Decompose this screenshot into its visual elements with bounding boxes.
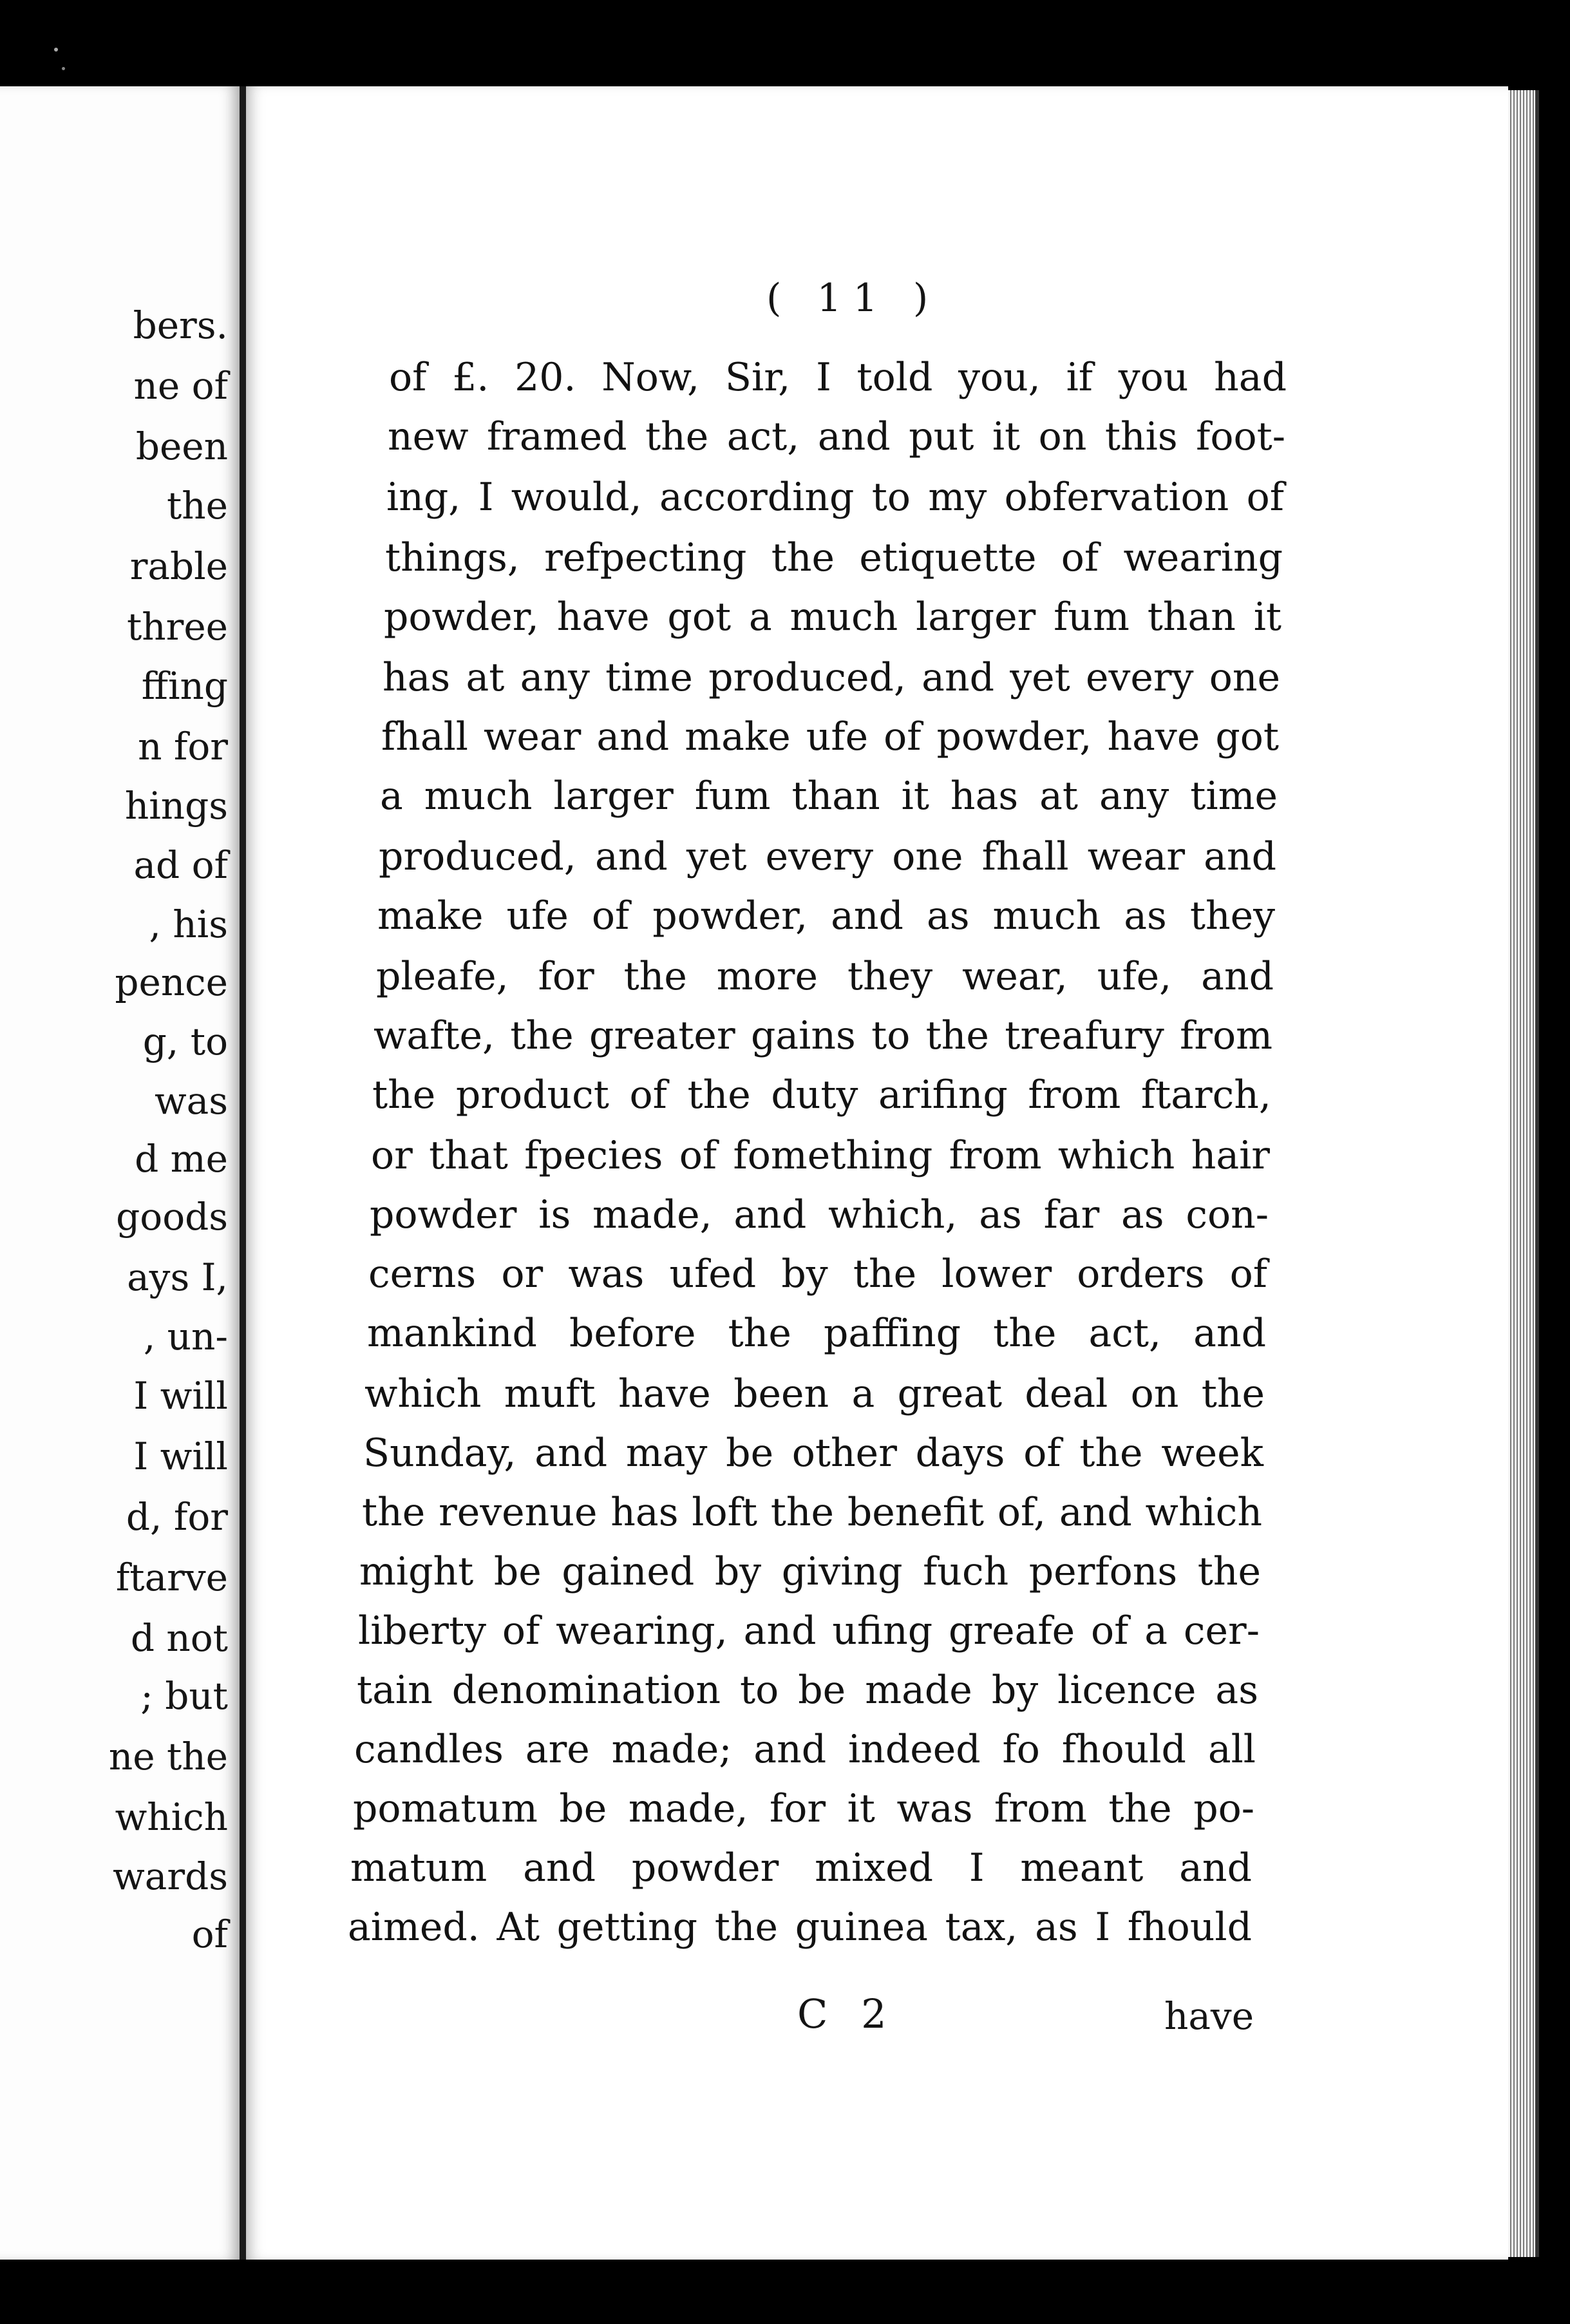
left-page-line: was <box>155 1079 228 1123</box>
text-line: of £. 20. Now, Sir, I told you, if you had <box>389 355 1287 400</box>
left-page-line: I will <box>133 1434 228 1478</box>
text-line: has at any time produced, and yet every one <box>383 655 1280 700</box>
text-line: pomatum be made, for it was from the po- <box>353 1786 1254 1831</box>
catchword: have <box>1164 1994 1254 2038</box>
left-page-line: hings <box>124 784 228 828</box>
text-line: tain denomination to be made by licence as <box>357 1668 1258 1713</box>
text-line: candles are made; and indeed fo fhould all <box>354 1727 1256 1772</box>
left-page-line: rable <box>129 544 228 588</box>
left-page-line: wards <box>113 1854 228 1898</box>
left-page-line: ftarve <box>115 1556 228 1599</box>
left-page-line: g, to <box>142 1020 228 1063</box>
text-line: powder, have got a much larger fum than it <box>384 595 1282 640</box>
left-page-line: d not <box>130 1616 228 1660</box>
text-line: the revenue has loft the benefit of, and which <box>362 1490 1262 1535</box>
left-facing-page <box>0 86 246 2260</box>
left-page-line: I will <box>133 1374 228 1418</box>
page-number: ( 11 ) <box>766 276 940 321</box>
text-line: fhall wear and make ufe of powder, have got <box>381 714 1279 759</box>
left-page-line: pence <box>115 960 228 1004</box>
text-line: matum and powder mixed I meant and <box>350 1845 1252 1891</box>
left-page-line: ; but <box>140 1674 228 1718</box>
text-line: powder is made, and which, as far as con- <box>370 1192 1269 1237</box>
left-page-line: , his <box>149 902 228 946</box>
text-line: which muft have been a great deal on the <box>364 1371 1265 1416</box>
text-line: wafte, the greater gains to the treafury from <box>374 1013 1272 1058</box>
left-page-line: ays I, <box>127 1255 228 1299</box>
left-page-line: , un- <box>143 1315 228 1358</box>
left-page-line: ne the <box>108 1735 228 1778</box>
left-page-line: three <box>126 605 228 649</box>
text-line: might be gained by giving fuch perfons the <box>359 1549 1261 1594</box>
left-page-line: ffing <box>141 664 228 708</box>
left-page-line: which <box>115 1795 228 1839</box>
text-line: mankind before the paffing the act, and <box>367 1311 1266 1356</box>
left-page-line: of <box>191 1912 228 1956</box>
left-page-line: n for <box>138 725 228 768</box>
left-page-line: ad of <box>133 843 228 887</box>
left-page-line: been <box>135 424 228 468</box>
left-page-line: d, for <box>126 1495 228 1539</box>
text-line: a much larger fum than it has at any time <box>380 774 1278 819</box>
text-line: ing, I would, according to my obfervation of <box>386 475 1284 520</box>
scan-speck <box>62 67 65 70</box>
text-line: the product of the duty arifing from ftarch, <box>372 1072 1271 1118</box>
text-line: pleafe, for the more they wear, ufe, and <box>376 954 1274 999</box>
text-line: make ufe of powder, and as much as they <box>377 893 1275 938</box>
left-page-line: d me <box>135 1137 228 1181</box>
left-page-line: ne of <box>133 364 228 408</box>
scan-speck <box>54 48 58 52</box>
signature-mark: C 2 <box>797 1990 897 2037</box>
text-line: new framed the act, and put it on this foot- <box>388 414 1285 459</box>
text-line: aimed. At getting the guinea tax, as I fhould <box>348 1905 1252 1950</box>
text-line: Sunday, and may be other days of the week <box>363 1431 1263 1476</box>
text-line: produced, and yet every one fhall wear and <box>379 834 1276 879</box>
text-line: or that fpecies of fomething from which hair <box>371 1133 1270 1178</box>
page-stack-edge <box>1508 90 1539 2257</box>
text-line: liberty of wearing, and ufing greafe of a cer- <box>358 1608 1260 1653</box>
left-page-line: bers. <box>133 303 228 347</box>
left-page-line: the <box>167 484 228 528</box>
left-page-line: goods <box>116 1195 228 1239</box>
text-line: things, refpecting the etiquette of wearing <box>385 535 1283 580</box>
text-line: cerns or was ufed by the lower orders of <box>368 1252 1267 1297</box>
